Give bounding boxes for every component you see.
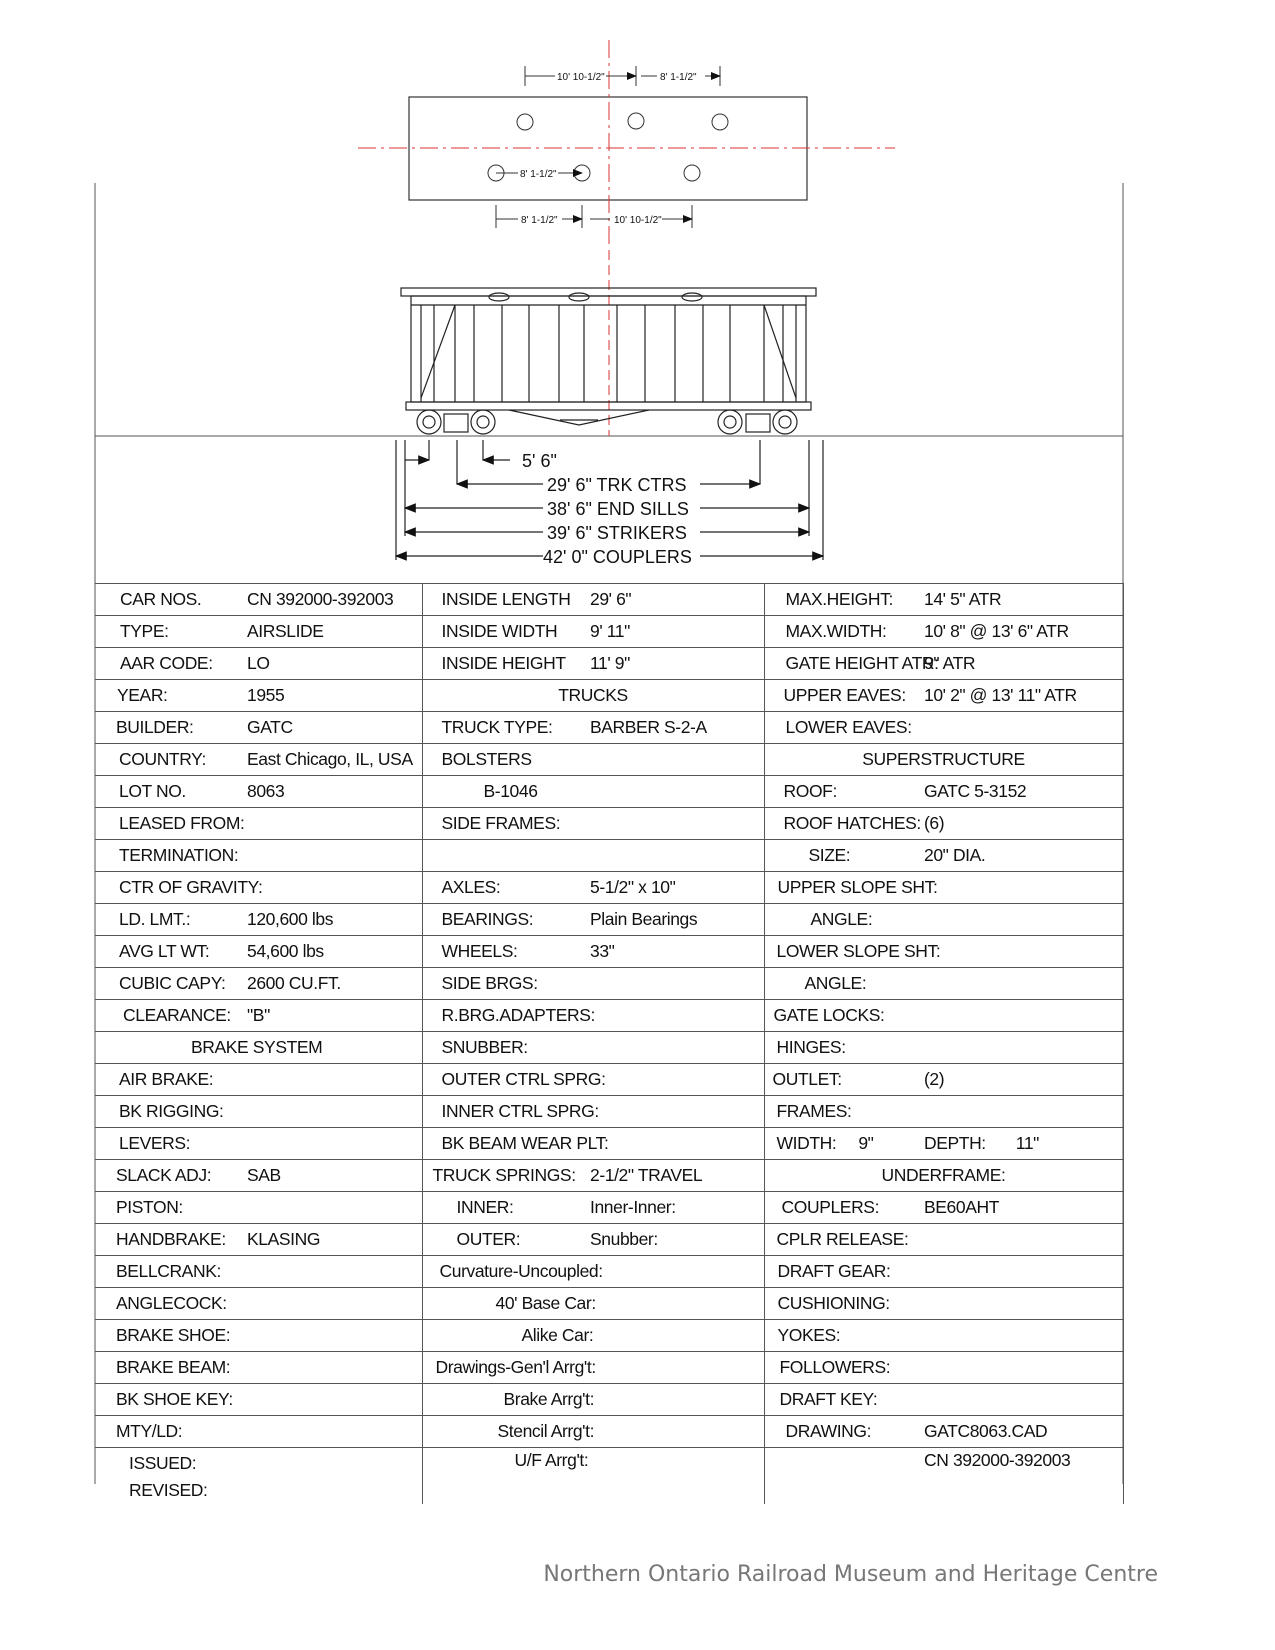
angle-label: ANGLE: [764, 904, 924, 936]
cplr-release-label: CPLR RELEASE: [764, 1224, 924, 1256]
clearance-value: "B" [247, 1000, 422, 1032]
type-value: AIRSLIDE [247, 616, 422, 648]
upper-eaves-value: 10' 2" @ 13' 11" ATR [924, 680, 1123, 712]
outlet-value: (2) [924, 1064, 1123, 1096]
yokes-value [924, 1320, 1123, 1352]
side-brgs-label: SIDE BRGS: [422, 968, 590, 1000]
draft-gear-label: DRAFT GEAR: [764, 1256, 924, 1288]
uf-arrg-label: U/F Arrg't: [422, 1448, 764, 1505]
curvature-label: Curvature-Uncoupled: [422, 1256, 764, 1288]
cplr-release-value [924, 1224, 1123, 1256]
cubic-capy-label: CUBIC CAPY: [95, 968, 247, 1000]
trucks-heading: TRUCKS [422, 680, 764, 712]
lot-no-value: 8063 [247, 776, 422, 808]
couplers-value: BE60AHT [924, 1192, 1123, 1224]
bk-beam-wear-plt-value [590, 1128, 764, 1160]
inside-width-value: 9' 11" [590, 616, 764, 648]
gate-locks-label: GATE LOCKS: [764, 1000, 924, 1032]
slack-adj-label: SLACK ADJ: [95, 1160, 247, 1192]
width-value: 9" [858, 1133, 874, 1153]
termination-value [247, 840, 422, 872]
side-frames-value [590, 808, 764, 840]
dim-end-sills: 38' 6" END SILLS [547, 499, 689, 519]
slack-adj-value: SAB [247, 1160, 422, 1192]
gate-height-value: 9" ATR [924, 648, 1123, 680]
truck-springs-value: 2-1/2" TRAVEL [590, 1160, 764, 1192]
axles-label: AXLES: [422, 872, 590, 904]
aar-code-label: AAR CODE: [95, 648, 247, 680]
leased-from-value [247, 808, 422, 840]
issued-revised-cell [95, 1448, 422, 1505]
underframe-heading: UNDERFRAME: [764, 1160, 1123, 1192]
size-label: SIZE: [764, 840, 924, 872]
car-nos-label: CAR NOS. [95, 584, 247, 616]
mty-ld-label: MTY/LD: [95, 1416, 247, 1448]
lot-no-label: LOT NO. [95, 776, 247, 808]
anglecock-label: ANGLECOCK: [95, 1288, 247, 1320]
bolsters-value: B-1046 [422, 776, 590, 808]
frames-label: FRAMES: [764, 1096, 924, 1128]
brake-arrg-label: Brake Arrg't: [422, 1384, 764, 1416]
max-width-value: 10' 8" @ 13' 6" ATR [924, 616, 1123, 648]
ctr-gravity-value [247, 872, 422, 904]
superstructure-heading: SUPERSTRUCTURE [764, 744, 1123, 776]
year-value: 1955 [247, 680, 422, 712]
snubber-label: SNUBBER: [422, 1032, 590, 1064]
draft-key-value [924, 1384, 1123, 1416]
cushioning-value [924, 1288, 1123, 1320]
snubber-value [590, 1032, 764, 1064]
roof-hatches-value: (6) [924, 808, 1123, 840]
inside-height-value: 11' 9" [590, 648, 764, 680]
bellcrank-value [247, 1256, 422, 1288]
rbrg-adapters-label: R.BRG.ADAPTERS: [422, 1000, 590, 1032]
clearance-label: CLEARANCE: [95, 1000, 247, 1032]
upper-slope-value [924, 872, 1123, 904]
depth-value: 11" [1015, 1133, 1039, 1153]
country-label: COUNTRY: [95, 744, 247, 776]
air-brake-label: AIR BRAKE: [95, 1064, 247, 1096]
plan-bottom-dim-2: 10' 10-1/2" [614, 215, 662, 226]
axles-value: 5-1/2" x 10" [590, 872, 764, 904]
frames-value [924, 1096, 1123, 1128]
wheels-value: 33" [590, 936, 764, 968]
side-brgs-value [590, 968, 764, 1000]
lower-eaves-value [924, 712, 1123, 744]
lower-slope-label: LOWER SLOPE SHT: [764, 936, 924, 968]
gate-height-label: GATE HEIGHT ATR: [764, 648, 924, 680]
inner-label: INNER: [422, 1192, 590, 1224]
outer-value: Snubber: [590, 1224, 764, 1256]
air-brake-value [247, 1064, 422, 1096]
brake-beam-value [247, 1352, 422, 1384]
roof-label: ROOF: [764, 776, 924, 808]
plan-bottom-dim-1: 8' 1-1/2" [521, 215, 558, 226]
draft-gear-value [924, 1256, 1123, 1288]
bellcrank-label: BELLCRANK: [95, 1256, 247, 1288]
dim-couplers: 42' 0" COUPLERS [543, 547, 692, 567]
aar-code-value: LO [247, 648, 422, 680]
bolsters-value-filler [590, 776, 764, 808]
plan-top-dim-2: 8' 1-1/2" [660, 72, 697, 83]
roof-value: GATC 5-3152 [924, 776, 1123, 808]
upper-slope-label: UPPER SLOPE SHT: [764, 872, 924, 904]
angle-label-2: ANGLE: [764, 968, 924, 1000]
bk-rigging-label: BK RIGGING: [95, 1096, 247, 1128]
brake-system-heading: BRAKE SYSTEM [95, 1032, 422, 1064]
levers-value [247, 1128, 422, 1160]
issued-label: ISSUED: [129, 1453, 197, 1473]
drawings-label: Drawings-Gen'l Arrg't: [422, 1352, 764, 1384]
ctr-gravity-label: CTR OF GRAVITY: [95, 872, 247, 904]
outer-ctrl-sprg-label: OUTER CTRL SPRG: [422, 1064, 590, 1096]
avg-lt-wt-value: 54,600 lbs [247, 936, 422, 968]
drawing-value: GATC8063.CAD [924, 1416, 1123, 1448]
plan-top-dim-1: 10' 10-1/2" [557, 72, 605, 83]
country-value: East Chicago, IL, USA [247, 744, 422, 776]
piston-value [247, 1192, 422, 1224]
draft-key-label: DRAFT KEY: [764, 1384, 924, 1416]
truck-springs-label: TRUCK SPRINGS: [422, 1160, 590, 1192]
builder-value: GATC [247, 712, 422, 744]
brake-shoe-label: BRAKE SHOE: [95, 1320, 247, 1352]
dim-strikers: 39' 6" STRIKERS [547, 523, 687, 543]
anglecock-value [247, 1288, 422, 1320]
bolsters-label: BOLSTERS [422, 744, 590, 776]
angle-value-2 [924, 968, 1123, 1000]
plan-view [358, 40, 895, 436]
bearings-value: Plain Bearings [590, 904, 764, 936]
drawing-label: DRAWING: [764, 1416, 924, 1448]
inside-length-value: 29' 6" [590, 584, 764, 616]
ld-lmt-value: 120,600 lbs [247, 904, 422, 936]
inside-height-label: INSIDE HEIGHT [422, 648, 590, 680]
wheels-label: WHEELS: [422, 936, 590, 968]
lower-slope-value [924, 936, 1123, 968]
plan-mid-dim: 8' 1-1/2" [520, 169, 557, 180]
size-value: 20" DIA. [924, 840, 1123, 872]
type-label: TYPE: [95, 616, 247, 648]
inside-width-label: INSIDE WIDTH [422, 616, 590, 648]
angle-value [924, 904, 1123, 936]
width-label: WIDTH: [776, 1133, 837, 1153]
builder-label: BUILDER: [95, 712, 247, 744]
avg-lt-wt-label: AVG LT WT: [95, 936, 247, 968]
blank-cell [590, 840, 764, 872]
outer-label: OUTER: [422, 1224, 590, 1256]
inside-length-label: INSIDE LENGTH [422, 584, 590, 616]
rbrg-adapters-value [590, 1000, 764, 1032]
car-nos-value: CN 392000-392003 [247, 584, 422, 616]
inner-ctrl-sprg-label: INNER CTRL SPRG: [422, 1096, 590, 1128]
depth-label: DEPTH: [924, 1133, 986, 1153]
mty-ld-value [247, 1416, 422, 1448]
dim-truck-centers: 29' 6" TRK CTRS [547, 475, 687, 495]
max-width-label: MAX.WIDTH: [764, 616, 924, 648]
hinges-value [924, 1032, 1123, 1064]
bolsters-filler [590, 744, 764, 776]
brake-beam-label: BRAKE BEAM: [95, 1352, 247, 1384]
max-height-value: 14' 5" ATR [924, 584, 1123, 616]
bk-shoe-key-value [247, 1384, 422, 1416]
cubic-capy-value: 2600 CU.FT. [247, 968, 422, 1000]
truck-type-value: BARBER S-2-A [590, 712, 764, 744]
max-height-label: MAX.HEIGHT: [764, 584, 924, 616]
dim-bogie: 5' 6" [522, 451, 557, 471]
yokes-label: YOKES: [764, 1320, 924, 1352]
handbrake-value: KLASING [247, 1224, 422, 1256]
followers-value [924, 1352, 1123, 1384]
inner-ctrl-sprg-value [590, 1096, 764, 1128]
base-car-label: 40' Base Car: [422, 1288, 764, 1320]
termination-label: TERMINATION: [95, 840, 247, 872]
hinges-label: HINGES: [764, 1032, 924, 1064]
width-cell [764, 1128, 924, 1160]
upper-eaves-label: UPPER EAVES: [764, 680, 924, 712]
alike-car-label: Alike Car: [422, 1320, 764, 1352]
leased-from-label: LEASED FROM: [95, 808, 247, 840]
year-label: YEAR: [95, 680, 247, 712]
inner-value: Inner-Inner: [590, 1192, 764, 1224]
outlet-label: OUTLET: [764, 1064, 924, 1096]
museum-credit: Northern Ontario Railroad Museum and Heritage Centre [543, 1562, 1158, 1587]
truck-type-label: TRUCK TYPE: [422, 712, 590, 744]
bearings-label: BEARINGS: [422, 904, 590, 936]
bk-beam-wear-plt-label: BK BEAM WEAR PLT: [422, 1128, 590, 1160]
cushioning-label: CUSHIONING: [764, 1288, 924, 1320]
stencil-arrg-label: Stencil Arrg't: [422, 1416, 764, 1448]
side-frames-label: SIDE FRAMES: [422, 808, 590, 840]
roof-hatches-label: ROOF HATCHES: [764, 808, 924, 840]
bk-rigging-value [247, 1096, 422, 1128]
bk-shoe-key-label: BK SHOE KEY: [95, 1384, 247, 1416]
revised-label: REVISED: [129, 1480, 208, 1500]
outer-ctrl-sprg-value [590, 1064, 764, 1096]
depth-cell [924, 1128, 1123, 1160]
lower-eaves-label: LOWER EAVES: [764, 712, 924, 744]
blank-cell [764, 1448, 924, 1505]
brake-shoe-value [247, 1320, 422, 1352]
ld-lmt-label: LD. LMT.: [95, 904, 247, 936]
followers-label: FOLLOWERS: [764, 1352, 924, 1384]
spec-table [95, 583, 1124, 1504]
handbrake-label: HANDBRAKE: [95, 1224, 247, 1256]
couplers-label: COUPLERS: [764, 1192, 924, 1224]
gate-locks-value [924, 1000, 1123, 1032]
piston-label: PISTON: [95, 1192, 247, 1224]
car-nos-footer: CN 392000-392003 [924, 1448, 1123, 1505]
levers-label: LEVERS: [95, 1128, 247, 1160]
blank-cell [422, 840, 590, 872]
